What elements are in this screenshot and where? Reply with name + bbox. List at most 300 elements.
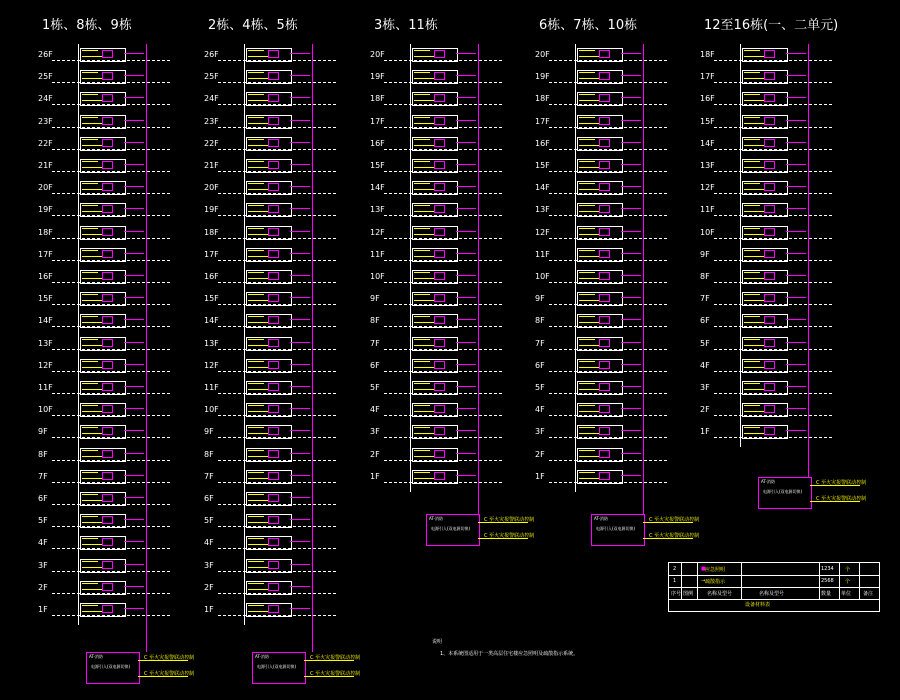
- floor-label: 11F: [204, 383, 219, 392]
- branch-wire: [456, 453, 476, 454]
- equipment-table: [668, 562, 880, 612]
- riser-bus: [808, 44, 809, 447]
- branch-wire: [456, 164, 476, 165]
- circuit-line: [82, 94, 98, 98]
- floor-label: 18F: [204, 227, 219, 237]
- floor-label: 25F: [38, 72, 53, 82]
- circuit-line: [414, 78, 434, 79]
- branch-wire: [456, 120, 476, 121]
- circuit-line: [248, 383, 264, 387]
- circuit-line: [414, 250, 430, 254]
- table-cell: 1: [673, 578, 677, 584]
- floor-label: 22F: [38, 138, 53, 148]
- branch-wire: [290, 319, 310, 320]
- floor-label: 9F: [535, 294, 545, 304]
- circuit-line: [248, 72, 264, 76]
- circuit-line: [82, 278, 102, 279]
- circuit-line: [414, 94, 430, 98]
- circuit-line: [82, 345, 102, 346]
- floor-label: 16F: [700, 94, 715, 104]
- floor-label: 9F: [370, 294, 380, 304]
- floor-label: 4F: [38, 538, 48, 548]
- floor-label: 5F: [535, 383, 545, 392]
- circuit-line: [579, 411, 599, 412]
- floor-label: 5F: [38, 516, 48, 526]
- circuit-line: [82, 300, 102, 301]
- branch-wire: [124, 164, 144, 165]
- branch-wire: [124, 208, 144, 209]
- lamp-icon: [268, 472, 279, 480]
- circuit-line: [414, 139, 430, 143]
- fire-panel: [86, 652, 140, 684]
- lamp-icon: [102, 583, 113, 591]
- floor-label: 3F: [700, 383, 710, 392]
- riser-bus: [244, 44, 245, 625]
- circuit-line: [414, 72, 430, 76]
- circuit-line: [82, 561, 98, 565]
- table-divider: [669, 599, 879, 600]
- floor-label: 11F: [38, 383, 53, 392]
- lamp-icon: [764, 205, 775, 213]
- branch-wire: [124, 408, 144, 409]
- floor-label: 24F: [204, 94, 219, 104]
- floor-label: 21F: [38, 161, 53, 170]
- circuit-line: [82, 405, 98, 409]
- floor-label: 3F: [204, 560, 214, 570]
- floor-label: 1F: [370, 471, 380, 481]
- branch-wire: [621, 164, 641, 165]
- circuit-line: [579, 405, 595, 409]
- circuit-line: [248, 256, 268, 257]
- circuit-line: [82, 161, 98, 165]
- circuit-line: [579, 427, 595, 431]
- branch-wire: [456, 319, 476, 320]
- branch-wire: [621, 342, 641, 343]
- floor-label: 13F: [700, 161, 715, 170]
- circuit-line: [82, 189, 102, 190]
- branch-wire: [786, 297, 806, 298]
- branch-wire: [786, 186, 806, 187]
- branch-wire: [124, 75, 144, 76]
- branch-wire: [124, 275, 144, 276]
- floor-label: 20F: [38, 183, 53, 193]
- circuit-line: [744, 250, 760, 254]
- lamp-icon: [434, 50, 445, 58]
- branch-wire: [456, 275, 476, 276]
- circuit-line: [82, 56, 102, 57]
- lamp-icon: [599, 316, 610, 324]
- circuit-line: [579, 433, 599, 434]
- circuit-line: [744, 234, 764, 235]
- circuit-line: [579, 145, 599, 146]
- circuit-line: [248, 56, 268, 57]
- circuit-line: [248, 278, 268, 279]
- branch-wire: [786, 142, 806, 143]
- lamp-icon: [102, 339, 113, 347]
- circuit-line: [82, 139, 98, 143]
- building-title: 12至16栋(一、二单元): [704, 18, 839, 33]
- table-col-line: [839, 563, 840, 599]
- floor-label: 19F: [38, 205, 53, 215]
- circuit-line: [82, 123, 102, 124]
- circuit-line: [82, 567, 102, 568]
- branch-wire: [621, 275, 641, 276]
- branch-wire: [456, 342, 476, 343]
- lamp-icon: [268, 94, 279, 102]
- circuit-line: [248, 433, 268, 434]
- lamp-icon: [102, 139, 113, 147]
- lamp-icon: [764, 94, 775, 102]
- branch-wire: [124, 120, 144, 121]
- circuit-line: [248, 456, 268, 457]
- lamp-icon: [434, 361, 445, 369]
- circuit-line: [248, 94, 264, 98]
- floor-label: 15F: [370, 161, 385, 170]
- circuit-line: [248, 538, 264, 542]
- panel-desc: 电源引入(双电源切换): [257, 664, 297, 669]
- circuit-line: [82, 472, 98, 476]
- branch-wire: [290, 430, 310, 431]
- lamp-icon: [268, 339, 279, 347]
- circuit-line: [579, 322, 599, 323]
- panel-link: [643, 538, 693, 539]
- floor-label: 5F: [204, 516, 214, 526]
- lamp-icon: [102, 72, 113, 80]
- feeder-line: [146, 625, 147, 652]
- circuit-line: [579, 272, 595, 276]
- circuit-line: [248, 494, 264, 498]
- circuit-line: [414, 389, 434, 390]
- floor-label: 4F: [700, 360, 710, 370]
- lamp-icon: [764, 339, 775, 347]
- floor-label: 2F: [535, 449, 545, 459]
- circuit-line: [744, 300, 764, 301]
- panel-link: [478, 538, 528, 539]
- lamp-icon: [102, 316, 113, 324]
- circuit-line: [579, 339, 595, 343]
- lamp-icon: [599, 183, 610, 191]
- lamp-icon: [268, 205, 279, 213]
- floor-label: 20F: [370, 50, 385, 59]
- table-header-cell: 单位: [841, 591, 852, 597]
- lamp-icon: [102, 94, 113, 102]
- lamp-icon: [599, 294, 610, 302]
- circuit-line: [744, 56, 764, 57]
- branch-wire: [124, 319, 144, 320]
- branch-wire: [124, 53, 144, 54]
- lamp-icon: [268, 50, 279, 58]
- lamp-icon: [268, 605, 279, 613]
- lamp-icon: [102, 383, 113, 391]
- floor-label: 7F: [535, 338, 545, 348]
- circuit-line: [248, 389, 268, 390]
- circuit-line: [579, 189, 599, 190]
- floor-label: 3F: [535, 427, 545, 437]
- lamp-icon: [764, 316, 775, 324]
- table-header-cell: 名称及型号: [759, 591, 785, 597]
- lamp-icon: [268, 117, 279, 125]
- lamp-icon: [102, 228, 113, 236]
- branch-wire: [456, 231, 476, 232]
- lamp-icon: [268, 272, 279, 280]
- floor-label: 6F: [370, 360, 380, 370]
- floor-label: 17F: [204, 249, 219, 259]
- circuit-line: [414, 145, 434, 146]
- circuit-line: [248, 300, 268, 301]
- floor-label: 4F: [535, 405, 545, 415]
- lamp-icon: [102, 50, 113, 58]
- circuit-line: [744, 100, 764, 101]
- circuit-line: [82, 167, 102, 168]
- floor-label: 4F: [370, 405, 380, 415]
- lamp-icon: [434, 117, 445, 125]
- floor-label: 24F: [38, 94, 53, 104]
- floor-label: 8F: [700, 272, 710, 281]
- circuit-line: [414, 478, 434, 479]
- circuit-line: [248, 272, 264, 276]
- circuit-line: [82, 611, 102, 612]
- branch-wire: [786, 75, 806, 76]
- circuit-line: [744, 211, 764, 212]
- lamp-icon: [268, 405, 279, 413]
- circuit-line: [579, 72, 595, 76]
- branch-wire: [456, 75, 476, 76]
- branch-wire: [456, 186, 476, 187]
- circuit-line: [414, 50, 430, 54]
- circuit-line: [82, 494, 98, 498]
- lamp-icon: [268, 538, 279, 546]
- floor-label: 10F: [38, 405, 53, 415]
- floor-label: 3F: [38, 560, 48, 570]
- floor-label: 12F: [535, 227, 550, 237]
- circuit-line: [579, 472, 595, 476]
- circuit-line: [579, 278, 599, 279]
- lamp-icon: [102, 561, 113, 569]
- panel-link: [478, 522, 528, 523]
- branch-wire: [621, 430, 641, 431]
- circuit-line: [248, 345, 268, 346]
- branch-wire: [621, 53, 641, 54]
- circuit-line: [248, 583, 264, 587]
- branch-wire: [621, 386, 641, 387]
- branch-wire: [124, 364, 144, 365]
- floor-label: 16F: [370, 138, 385, 148]
- branch-wire: [290, 297, 310, 298]
- circuit-line: [414, 450, 430, 454]
- circuit-line: [248, 316, 264, 320]
- floor-label: 17F: [38, 249, 53, 259]
- lamp-icon: [102, 272, 113, 280]
- floor-label: 3F: [370, 427, 380, 437]
- circuit-line: [579, 367, 599, 368]
- circuit-line: [579, 300, 599, 301]
- floor-label: 2F: [38, 582, 48, 592]
- lamp-icon: [434, 228, 445, 236]
- circuit-line: [82, 522, 102, 523]
- circuit-line: [414, 367, 434, 368]
- circuit-line: [82, 316, 98, 320]
- panel-note: C 至火灾报警联动控制: [310, 671, 361, 677]
- floor-label: 13F: [204, 338, 219, 348]
- lamp-icon: [599, 250, 610, 258]
- panel-link: [138, 660, 188, 661]
- lamp-icon: [599, 228, 610, 236]
- table-cell: 2568: [821, 578, 834, 584]
- circuit-line: [248, 567, 268, 568]
- lamp-icon: [764, 117, 775, 125]
- circuit-line: [248, 167, 268, 168]
- lamp-icon: [102, 117, 113, 125]
- floor-label: 2F: [700, 405, 710, 415]
- lamp-icon: [434, 250, 445, 258]
- branch-wire: [621, 75, 641, 76]
- legend-symbol: ■: [701, 566, 706, 572]
- floor-label: 11F: [535, 249, 550, 259]
- lamp-icon: [434, 161, 445, 169]
- branch-wire: [786, 275, 806, 276]
- panel-tag: AT-消防: [255, 654, 269, 659]
- branch-wire: [124, 97, 144, 98]
- riser-bus: [146, 44, 147, 625]
- branch-wire: [456, 430, 476, 431]
- circuit-line: [579, 389, 599, 390]
- circuit-line: [248, 561, 264, 565]
- lamp-icon: [764, 183, 775, 191]
- floor-label: 9F: [700, 249, 710, 259]
- circuit-line: [248, 611, 268, 612]
- floor-label: 10F: [204, 405, 219, 415]
- branch-wire: [124, 231, 144, 232]
- branch-wire: [124, 342, 144, 343]
- floor-label: 14F: [38, 316, 53, 326]
- table-col-line: [741, 563, 742, 599]
- branch-wire: [786, 408, 806, 409]
- floor-label: 5F: [370, 383, 380, 392]
- lamp-icon: [102, 538, 113, 546]
- circuit-line: [414, 117, 430, 121]
- lamp-icon: [599, 272, 610, 280]
- circuit-line: [248, 161, 264, 165]
- circuit-line: [82, 183, 98, 187]
- branch-wire: [456, 53, 476, 54]
- lamp-icon: [599, 383, 610, 391]
- circuit-line: [579, 234, 599, 235]
- floor-label: 18F: [370, 94, 385, 104]
- lamp-icon: [599, 405, 610, 413]
- circuit-line: [744, 256, 764, 257]
- floor-label: 15F: [700, 116, 715, 126]
- circuit-line: [414, 361, 430, 365]
- circuit-line: [744, 72, 760, 76]
- lamp-icon: [434, 316, 445, 324]
- floor-label: 17F: [370, 116, 385, 126]
- floor-label: 8F: [38, 449, 48, 459]
- floor-label: 10F: [700, 227, 715, 237]
- circuit-line: [414, 300, 434, 301]
- floor-row: [700, 427, 830, 455]
- building-title: 2栋、4栋、5栋: [208, 18, 298, 33]
- lamp-icon: [268, 494, 279, 502]
- circuit-line: [744, 161, 760, 165]
- branch-wire: [786, 364, 806, 365]
- circuit-line: [82, 205, 98, 209]
- branch-wire: [124, 586, 144, 587]
- circuit-line: [82, 411, 102, 412]
- circuit-line: [744, 139, 760, 143]
- branch-wire: [786, 208, 806, 209]
- table-header-cell: 备注: [863, 591, 874, 597]
- branch-wire: [290, 497, 310, 498]
- circuit-line: [579, 478, 599, 479]
- lamp-icon: [764, 139, 775, 147]
- lamp-icon: [434, 272, 445, 280]
- circuit-line: [248, 234, 268, 235]
- floor-label: 15F: [204, 294, 219, 304]
- floor-label: 18F: [38, 227, 53, 237]
- circuit-line: [82, 433, 102, 434]
- branch-wire: [456, 475, 476, 476]
- branch-wire: [786, 97, 806, 98]
- lamp-icon: [102, 294, 113, 302]
- lamp-icon: [434, 405, 445, 413]
- circuit-line: [82, 367, 102, 368]
- floor-label: 7F: [38, 471, 48, 481]
- circuit-line: [248, 250, 264, 254]
- branch-wire: [290, 408, 310, 409]
- lamp-icon: [268, 183, 279, 191]
- circuit-line: [82, 228, 98, 232]
- lamp-icon: [102, 605, 113, 613]
- lamp-icon: [764, 161, 775, 169]
- table-header-cell: 序号: [671, 591, 682, 597]
- circuit-line: [579, 117, 595, 121]
- lamp-icon: [599, 472, 610, 480]
- circuit-line: [248, 50, 264, 54]
- branch-wire: [290, 541, 310, 542]
- circuit-line: [248, 100, 268, 101]
- building-title: 1栋、8栋、9栋: [42, 18, 132, 33]
- panel-link: [643, 522, 693, 523]
- circuit-line: [744, 278, 764, 279]
- circuit-line: [248, 472, 264, 476]
- panel-link: [138, 676, 188, 677]
- floor-label: 5F: [700, 338, 710, 348]
- circuit-line: [82, 322, 102, 323]
- circuit-line: [248, 117, 264, 121]
- branch-wire: [290, 275, 310, 276]
- panel-tag: AT-消防: [761, 479, 775, 485]
- circuit-line: [414, 411, 434, 412]
- floor-label: 8F: [370, 316, 380, 326]
- circuit-line: [248, 205, 264, 209]
- circuit-line: [82, 538, 98, 542]
- floor-label: 10F: [535, 272, 550, 281]
- circuit-line: [579, 211, 599, 212]
- branch-wire: [290, 453, 310, 454]
- lamp-icon: [102, 450, 113, 458]
- lamp-icon: [434, 294, 445, 302]
- floor-label: 13F: [535, 205, 550, 215]
- floor-label: 14F: [370, 183, 385, 193]
- lamp-icon: [764, 427, 775, 435]
- circuit-line: [82, 72, 98, 76]
- circuit-line: [248, 500, 268, 501]
- table-header-cell: 图例: [683, 591, 694, 597]
- branch-wire: [621, 475, 641, 476]
- circuit-line: [414, 405, 430, 409]
- floor-label: 20F: [535, 50, 550, 59]
- floor-label: 8F: [535, 316, 545, 326]
